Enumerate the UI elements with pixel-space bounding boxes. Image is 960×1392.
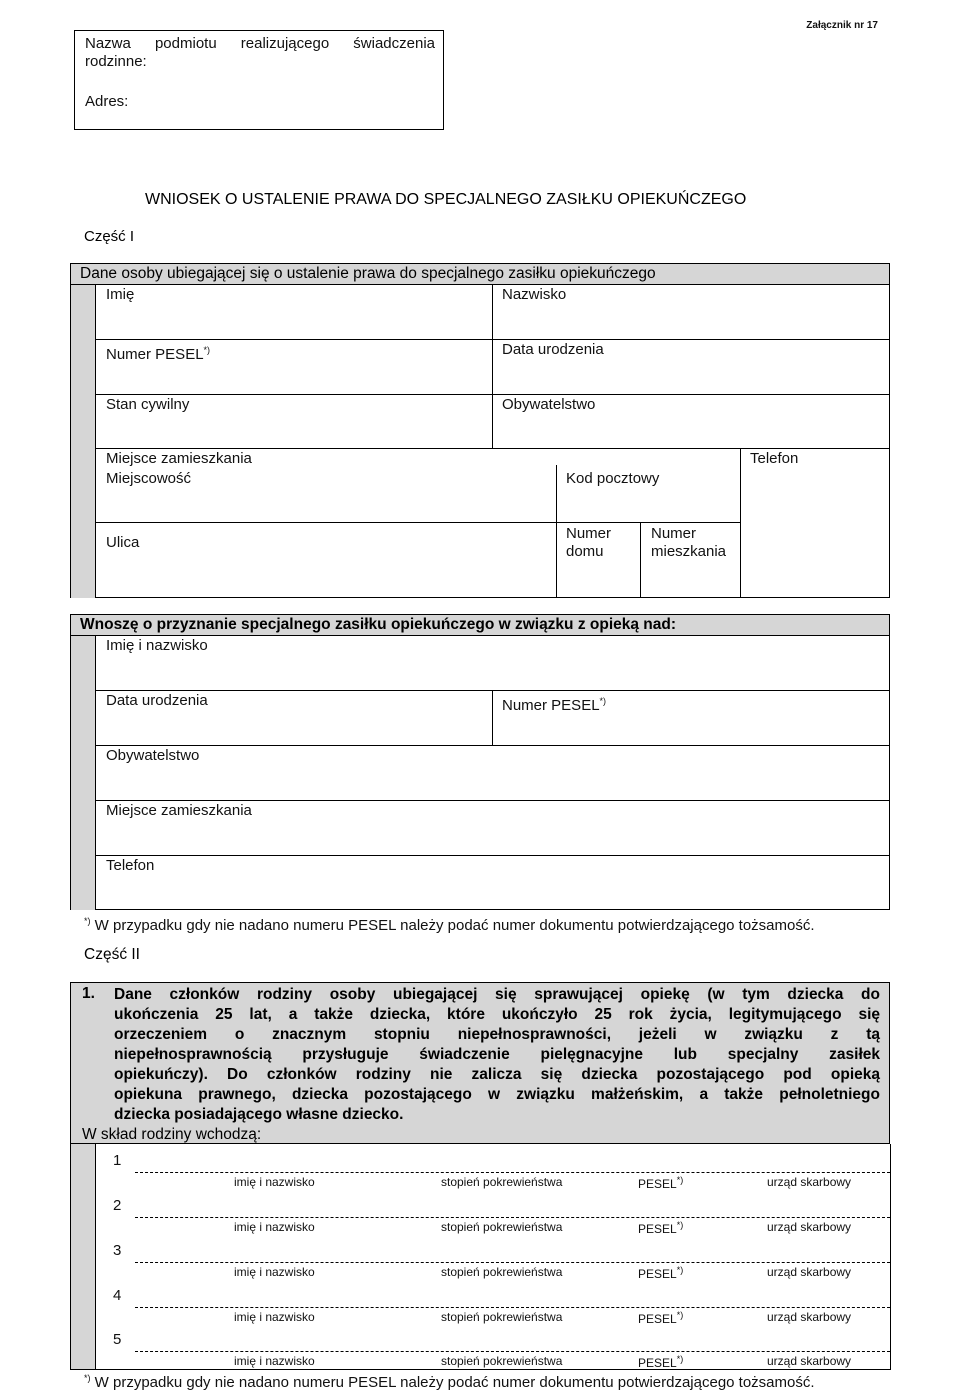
care-gutter xyxy=(70,614,96,910)
care-birth-date-label: Data urodzenia xyxy=(106,692,208,709)
applicant-flat-no-label: Numer mieszkania xyxy=(651,525,727,560)
entity-name-label: Nazwa podmiotu realizującego świadczenia rodzinne: xyxy=(85,35,435,70)
applicant-locality-label: Miejscowość xyxy=(106,470,192,487)
applicant-house-no-label: Numer domu xyxy=(566,525,612,560)
entity-address-label: Adres: xyxy=(85,93,129,110)
annex-label: Załącznik nr 17 xyxy=(806,20,878,31)
family-gutter xyxy=(70,1144,96,1370)
care-pesel-label: Numer PESEL*) xyxy=(502,696,607,714)
footnote-2: *) W przypadku gdy nie nadano numeru PESEL należy podać numer dokumentu potwierdzającego tożsamość. xyxy=(84,1373,815,1391)
applicant-first-name-label: Imię xyxy=(106,286,135,303)
care-residence-label: Miejsce zamieszkania xyxy=(106,802,252,819)
care-citizenship-label: Obywatelstwo xyxy=(106,747,200,764)
family-members-label: W skład rodziny wchodzą: xyxy=(82,1126,262,1143)
footnote-1: *) W przypadku gdy nie nadano numeru PESEL należy podać numer dokumentu potwierdzającego tożsamość. xyxy=(84,916,815,934)
family-description: Dane członków rodziny osoby ubiegającej się sprawującej opiekę (w tym dziecka do ukończenia 25 lat, a także dziecka, które ukończyło 25 rok życia, legitymującego się orzeczeniem o znacznym stopniu niepełnosprawności, jeżeli w związku z tą niepełnosprawnością przysługuje świadczenie pielęgnacyjne lub specjalny zasiłek opiekuńczy). Do członków rodziny nie zalicza się dziecka pozostającego pod opieką opiekuna prawnego, dziecka pozostającego w związku małżeńskim, a także pełnoletniego dziecka posiadającego własne dziecko. xyxy=(114,986,880,1123)
care-full-name-label: Imię i nazwisko xyxy=(106,637,208,654)
entity-box xyxy=(74,30,444,130)
applicant-gutter xyxy=(70,263,96,598)
care-header: Wnoszę o przyznanie specjalnego zasiłku opiekuńczego w związku z opieką nad: xyxy=(80,616,677,633)
applicant-postal-code-label: Kod pocztowy xyxy=(566,470,660,487)
document-title: WNIOSEK O USTALENIE PRAWA DO SPECJALNEGO ZASIŁKU OPIEKUŃCZEGO xyxy=(145,191,747,208)
applicant-civil-status-label: Stan cywilny xyxy=(106,396,190,413)
applicant-last-name-label: Nazwisko xyxy=(502,286,567,303)
part-1-label: Część I xyxy=(84,228,135,245)
family-number: 1. xyxy=(82,985,95,1002)
applicant-birth-date-label: Data urodzenia xyxy=(502,341,604,358)
applicant-citizenship-label: Obywatelstwo xyxy=(502,396,596,413)
care-frame xyxy=(95,635,890,910)
applicant-pesel-label: Numer PESEL*) xyxy=(106,345,211,363)
care-phone-label: Telefon xyxy=(106,857,155,874)
part-2-label: Część II xyxy=(84,946,140,963)
applicant-phone-label: Telefon xyxy=(750,450,799,467)
applicant-header: Dane osoby ubiegającej się o ustalenie prawa do specjalnego zasiłku opiekuńczego xyxy=(80,265,656,282)
applicant-residence-label: Miejsce zamieszkania xyxy=(106,450,252,467)
applicant-street-label: Ulica xyxy=(106,534,140,551)
